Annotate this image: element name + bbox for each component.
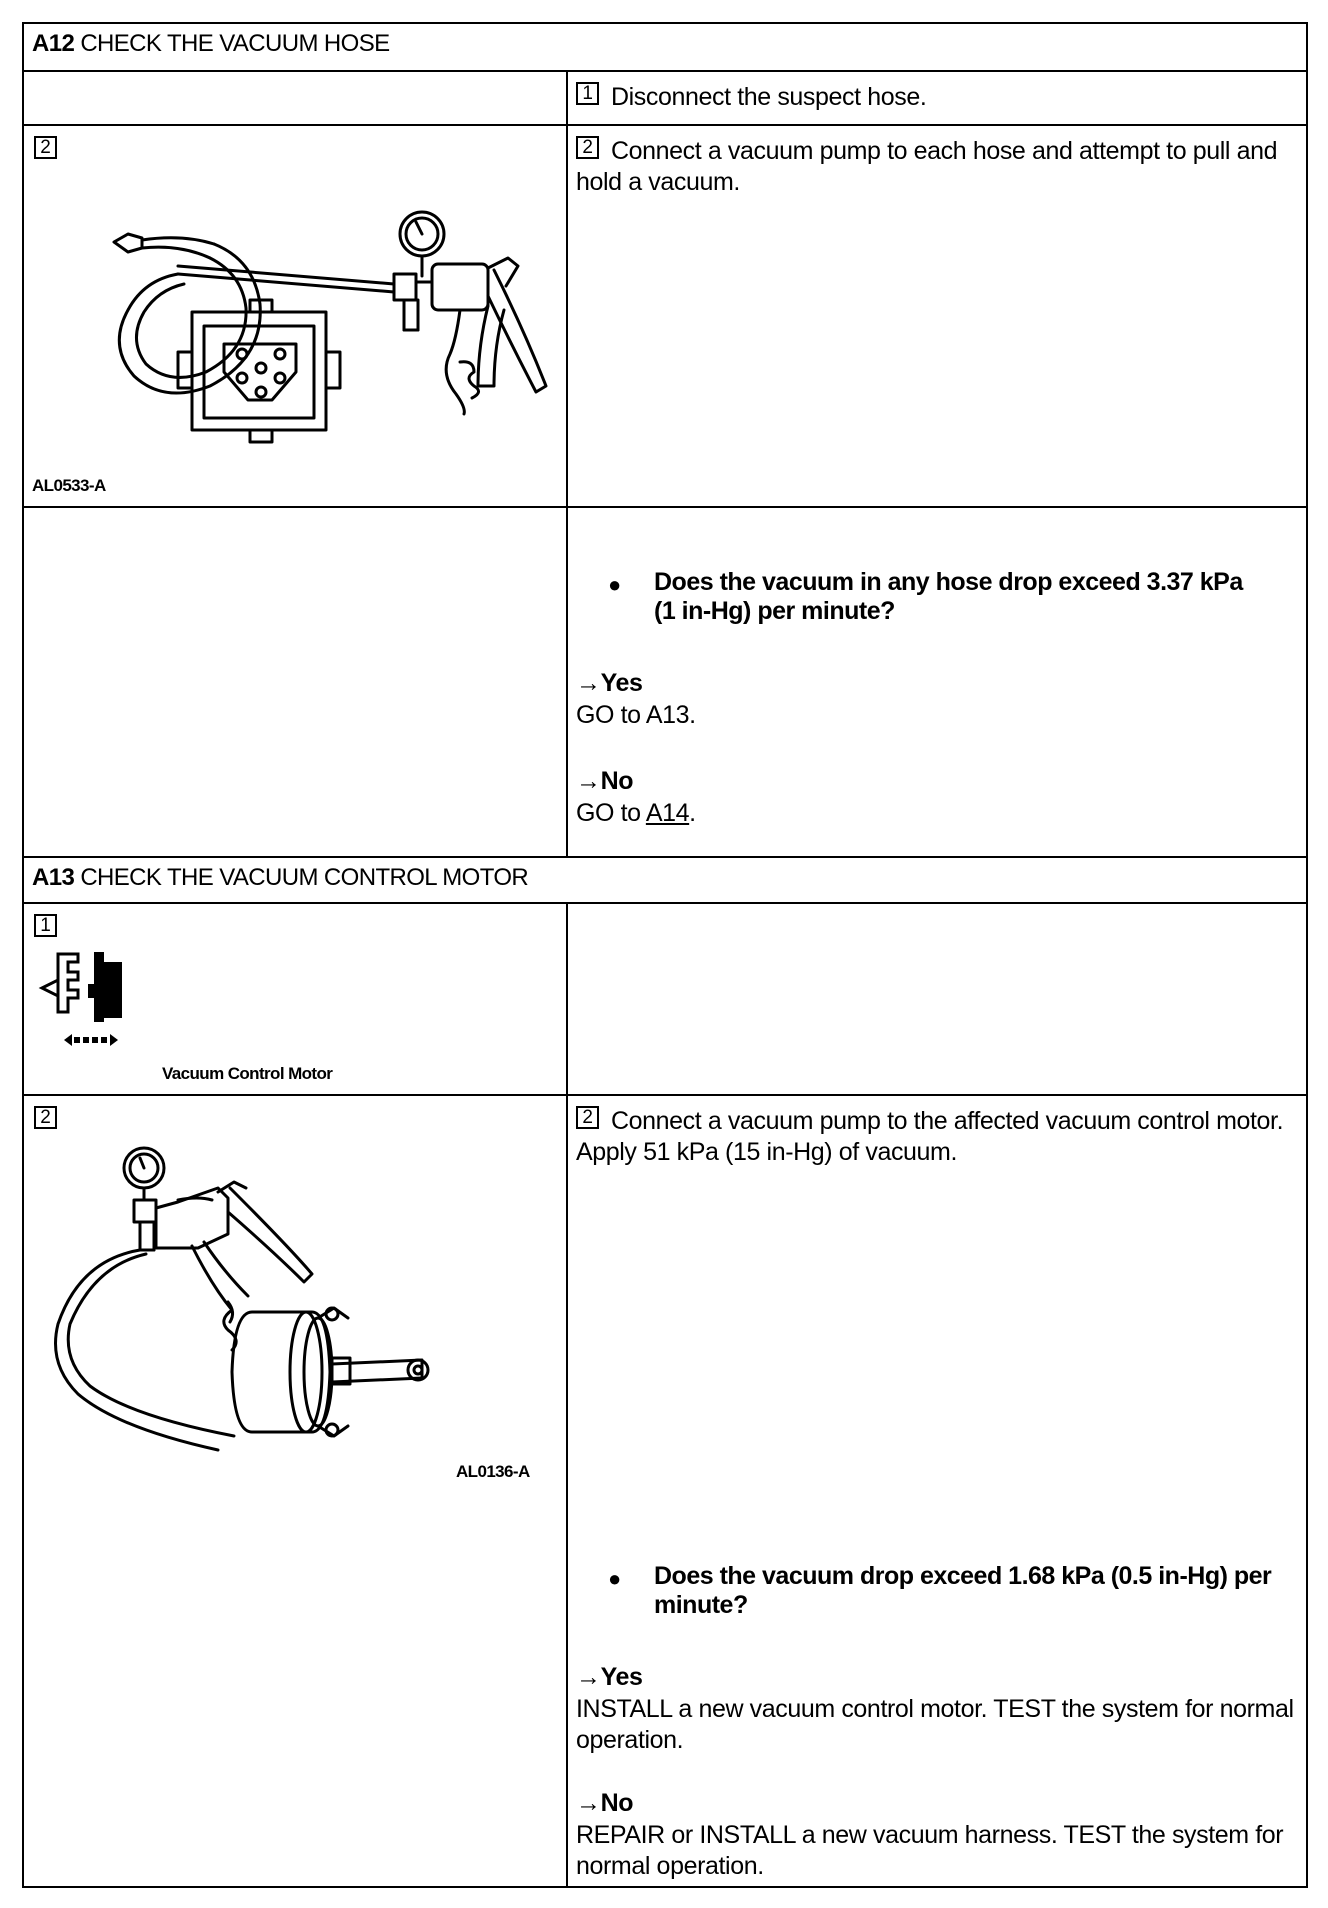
section-title-text: CHECK THE VACUUM CONTROL MOTOR bbox=[80, 864, 529, 891]
figure-step-box: 1 bbox=[34, 914, 57, 937]
yes-branch bbox=[576, 668, 643, 699]
row-divider bbox=[22, 70, 1308, 72]
bullet-icon: ● bbox=[608, 572, 622, 597]
action-suffix: . bbox=[689, 701, 696, 729]
figure-step-box-cell bbox=[34, 136, 69, 159]
column-divider bbox=[566, 70, 568, 856]
no-label: No bbox=[600, 1789, 634, 1817]
yes-branch bbox=[576, 1662, 643, 1693]
figure-label: AL0533-A bbox=[32, 476, 106, 495]
section-title-a13 bbox=[32, 864, 528, 892]
action-ref: A13 bbox=[645, 701, 690, 729]
yes-action bbox=[576, 700, 696, 731]
no-branch bbox=[576, 766, 633, 797]
row-divider bbox=[22, 506, 1308, 508]
arrow-icon: → bbox=[576, 767, 601, 795]
row-divider bbox=[22, 902, 1308, 904]
step-number-box: 1 bbox=[576, 82, 599, 105]
bullet-icon: ● bbox=[608, 1566, 622, 1591]
figure-step-box: 2 bbox=[34, 136, 57, 159]
no-action bbox=[576, 798, 696, 829]
figure-step-box: 2 bbox=[34, 1106, 57, 1129]
row-divider bbox=[22, 124, 1308, 126]
step-text: Connect a vacuum pump to the affected vacuum control motor. Apply 51 kPa (15 in-Hg) of vacuum. bbox=[576, 1107, 1284, 1166]
step-2-instruction bbox=[576, 136, 1300, 198]
question-text: Does the vacuum drop exceed 1.68 kPa (0.5 in-Hg) per minute? bbox=[654, 1562, 1272, 1619]
section-title-a12 bbox=[32, 30, 390, 58]
arrow-icon: → bbox=[576, 1663, 601, 1691]
vacuum-pump-hose-illustration bbox=[82, 182, 562, 472]
step-2-instruction bbox=[576, 1106, 1300, 1168]
vacuum-pump-motor-illustration bbox=[42, 1132, 542, 1462]
step-text: Connect a vacuum pump to each hose and attempt to pull and hold a vacuum. bbox=[576, 137, 1278, 196]
no-branch bbox=[576, 1788, 633, 1819]
step-number-box: 2 bbox=[576, 1106, 599, 1129]
figure-caption: Vacuum Control Motor bbox=[162, 1064, 333, 1083]
row-divider bbox=[22, 856, 1308, 858]
section-code: A13 bbox=[32, 864, 75, 891]
figure-label: AL0136-A bbox=[456, 1462, 530, 1481]
figure-step-box-cell bbox=[34, 1106, 69, 1129]
section-title-text: CHECK THE VACUUM HOSE bbox=[80, 30, 390, 57]
vacuum-control-motor-symbol bbox=[32, 944, 152, 1054]
action-ref-link[interactable]: A14 bbox=[645, 799, 690, 827]
yes-label: Yes bbox=[600, 1663, 643, 1691]
action-prefix: GO to bbox=[576, 701, 646, 729]
step-text: Disconnect the suspect hose. bbox=[611, 83, 927, 111]
step-1-instruction bbox=[576, 82, 1296, 113]
column-divider bbox=[566, 902, 568, 1886]
table-border-right bbox=[1306, 22, 1308, 1888]
table-border-bottom bbox=[22, 1886, 1308, 1888]
no-action: REPAIR or INSTALL a new vacuum harness. TEST the system for normal operation. bbox=[576, 1821, 1284, 1880]
action-prefix: GO to bbox=[576, 799, 646, 827]
step-number-box: 2 bbox=[576, 136, 599, 159]
section-code: A12 bbox=[32, 30, 75, 57]
yes-action: INSTALL a new vacuum control motor. TEST the system for normal operation. bbox=[576, 1695, 1294, 1754]
question-text: Does the vacuum in any hose drop exceed 3.37 kPa (1 in-Hg) per minute? bbox=[654, 568, 1243, 625]
arrow-icon: → bbox=[576, 1789, 601, 1817]
table-border-top bbox=[22, 22, 1308, 24]
action-suffix: . bbox=[689, 799, 696, 827]
row-divider bbox=[22, 1094, 1308, 1096]
figure-step-box-cell bbox=[34, 914, 69, 937]
yes-label: Yes bbox=[600, 669, 643, 697]
table-border-left bbox=[22, 22, 24, 1888]
arrow-icon: → bbox=[576, 669, 601, 697]
no-label: No bbox=[600, 767, 634, 795]
